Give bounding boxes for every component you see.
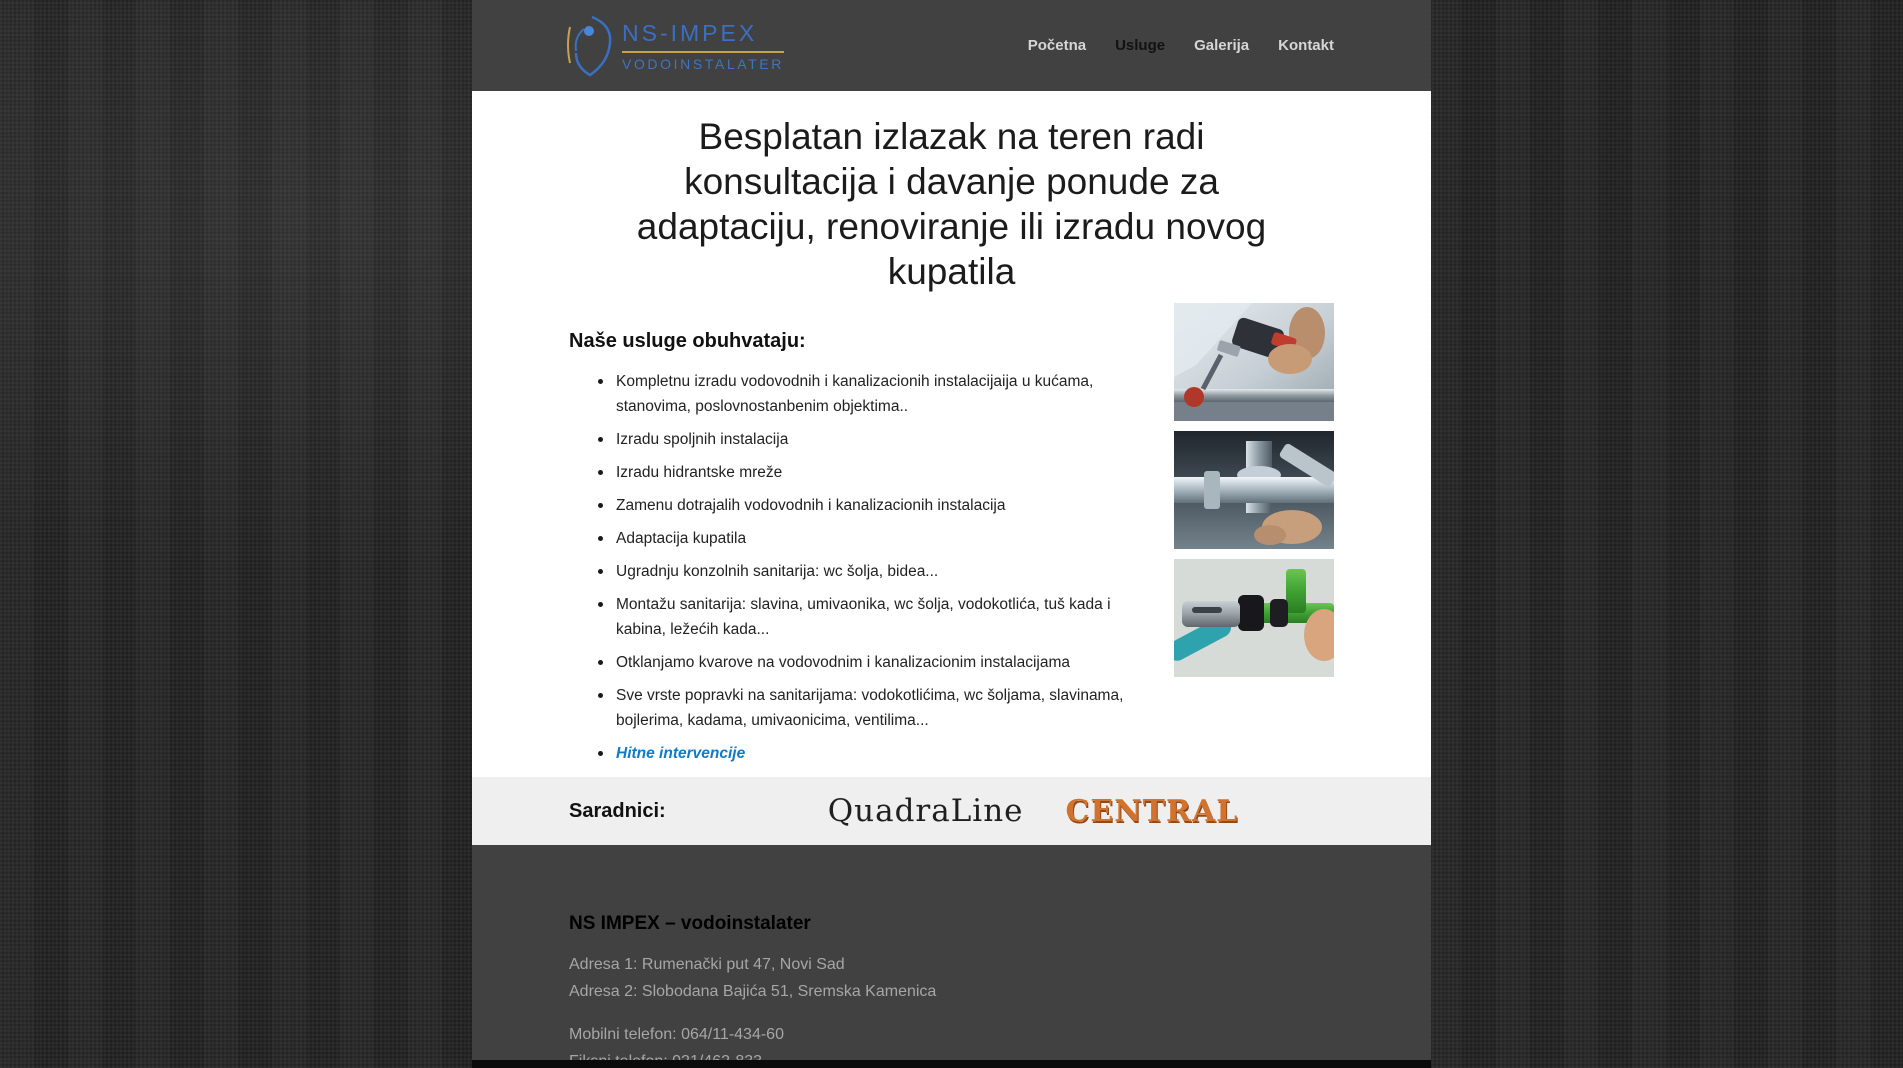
page-title-line: konsultacija i davanje ponude za [684, 161, 1219, 202]
site-column [472, 0, 1431, 1068]
page-title-line: kupatila [887, 251, 1016, 292]
services-title: Naše usluge obuhvataju: [569, 330, 806, 352]
logo[interactable] [562, 15, 784, 77]
service-item: Izradu spoljnih instalacija [598, 427, 1154, 452]
page-title-line: adaptaciju, renoviranje ili izradu novog [636, 206, 1267, 247]
service-item: Adaptacija kupatila [598, 526, 1154, 551]
service-item: Ugradnju konzolnih sanitarija: wc šolja, bidea... [598, 559, 1154, 584]
partners-band [472, 777, 1431, 845]
nav-item-galerija[interactable]: Galerija [1194, 37, 1250, 54]
logo-subtitle: VODOINSTALATER [622, 55, 784, 72]
footer-spacer [569, 1005, 1431, 1021]
nav-item-pocetna[interactable]: Početna [1027, 37, 1087, 54]
drill-on-pipes-photo [1174, 303, 1334, 421]
main-content [472, 91, 1431, 777]
page-title-line: Besplatan izlazak na teren radi [698, 116, 1205, 157]
logo-droplet-icon [562, 15, 616, 77]
service-item: Kompletnu izradu vodovodnih i kanalizacionih instalacijaija u kućama, stanovima, poslovnostanbenim objektima.. [598, 369, 1154, 419]
photo-column [1174, 303, 1334, 687]
site-footer [472, 845, 1431, 1068]
quadraline-logo: QuadraLine [827, 793, 1024, 829]
footer-address-2: Adresa 2: Slobodana Bajića 51, Sremska Kamenica [569, 983, 937, 1000]
bottom-dark-strip [472, 1060, 1431, 1068]
footer-mobile-phone: Mobilni telefon: 064/11-434-60 [569, 1026, 784, 1043]
service-item: Montažu sanitarija: slavina, umivaonika, wc šolja, vodokotlića, tuš kada i kabina, ležećih kada... [598, 592, 1154, 642]
logo-text [622, 20, 784, 72]
logo-title: NS-IMPEX [622, 20, 784, 53]
service-item-emergency [598, 741, 1154, 766]
service-item: Otklanjamo kvarove na vodovodnim i kanalizacionim instalacijama [598, 650, 1154, 675]
service-item: Izradu hidrantske mreže [598, 460, 1154, 485]
page-title [472, 91, 1431, 294]
footer-company-title: NS IMPEX – vodoinstalater [569, 913, 811, 934]
main-nav [1028, 37, 1334, 54]
service-item: Zamenu dotrajalih vodovodnih i kanalizacionih instalacija [598, 493, 1154, 518]
service-item: Sve vrste popravki na sanitarijama: vodokotlićima, wc šoljama, slavinama, bojlerima, kadama, umivaonicima, ventilima... [598, 683, 1154, 733]
chrome-pipe-wrench-photo [1174, 431, 1334, 549]
site-header [472, 0, 1431, 91]
nav-item-kontakt[interactable]: Kontakt [1278, 37, 1334, 54]
nav-item-usluge[interactable]: Usluge [1115, 37, 1166, 54]
services-list [598, 369, 1154, 766]
green-pipe-press-tool-photo [1174, 559, 1334, 677]
partners-label: Saradnici: [569, 799, 666, 822]
footer-address-1: Adresa 1: Rumenački put 47, Novi Sad [569, 956, 845, 973]
central-logo: CENTRAL [1065, 793, 1239, 829]
emergency-interventions-link[interactable]: Hitne intervencije [616, 745, 746, 762]
